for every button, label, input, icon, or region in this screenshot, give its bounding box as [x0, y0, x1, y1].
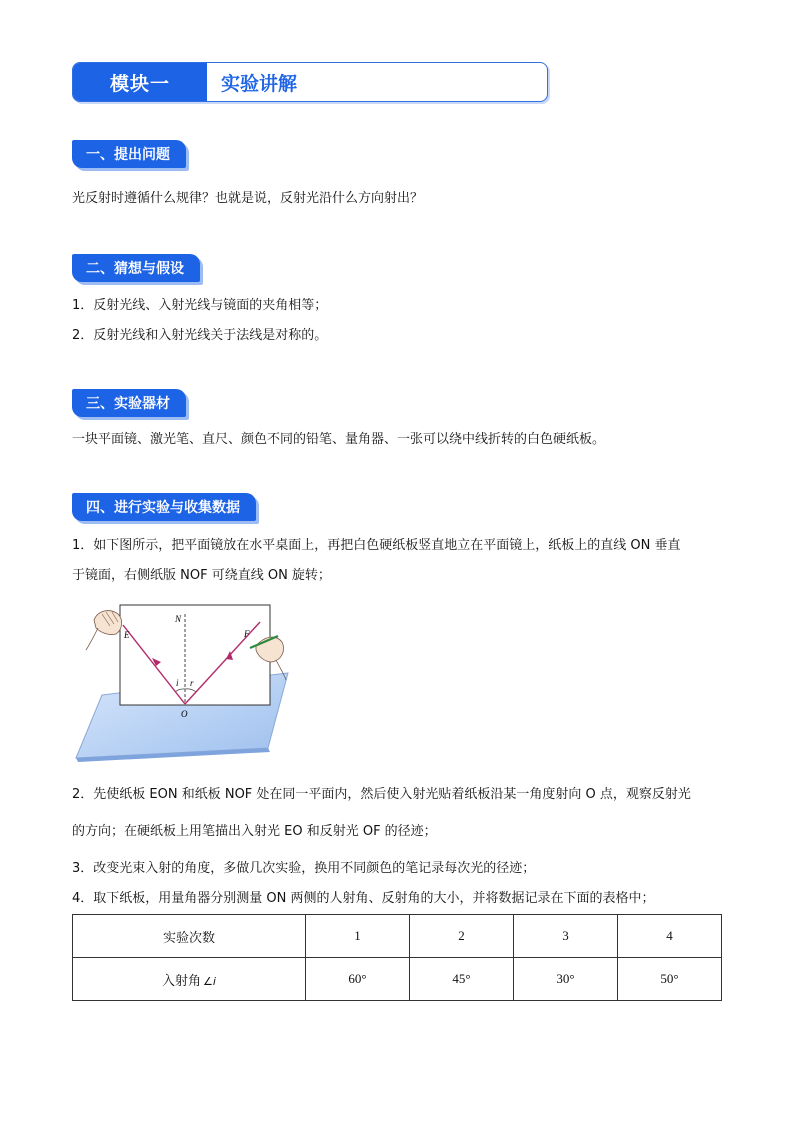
hypothesis-1: 1．反射光线、入射光线与镜面的夹角相等； [72, 298, 328, 313]
table-row-label [73, 958, 306, 1001]
label-O: O [181, 709, 188, 719]
experiment-figure [72, 600, 296, 762]
label-i: i [176, 678, 179, 688]
step-2-line-2: 的方向；在硬纸板上用笔描出入射光 EO 和反射光 OF 的径迹； [72, 824, 437, 839]
table-cell-angle: 50° [618, 958, 722, 1001]
table-cell-angle: 45° [410, 958, 514, 1001]
step-1-line-2: 于镜面，右侧纸版 NOF 可绕直线 ON 旋转； [72, 568, 331, 583]
section-tab-hypothesis: 二、猜想与假设 [72, 254, 200, 282]
label-F: F [244, 629, 250, 639]
step-3: 3．改变光束入射的角度，多做几次实验，换用不同颜色的笔记录每次光的径迹； [72, 861, 536, 876]
table-cell-trial: 4 [618, 915, 722, 958]
step-2-line-1: 2．先使纸板 EON 和纸板 NOF 处在同一平面内，然后使入射光贴着纸板沿某一角度射向 O 点，观察反射光 [72, 787, 691, 802]
module-tag: 模块一 [73, 63, 207, 101]
row-label-text: 入射角 [162, 973, 202, 989]
module-header [72, 62, 548, 102]
angle-symbol: ∠i [203, 974, 216, 988]
step-1-line-1: 1．如下图所示，把平面镜放在水平桌面上，再把白色硬纸板竖直地立在平面镜上，纸板上的直线 ON 垂直 [72, 538, 681, 553]
step-4: 4．取下纸板，用量角器分别测量 ON 两侧的人射角、反射角的大小，并将数据记录在下面的表格中； [72, 891, 655, 906]
module-title: 实验讲解 [221, 72, 298, 95]
table-row-header [73, 915, 722, 958]
section-tab-procedure: 四、进行实验与收集数据 [72, 493, 256, 521]
data-table [72, 914, 722, 1001]
table-header-label: 实验次数 [73, 915, 306, 958]
hypothesis-2: 2．反射光线和入射光线关于法线是对称的。 [72, 328, 328, 343]
table-cell-trial: 2 [410, 915, 514, 958]
label-E: E [124, 630, 130, 640]
label-N: N [175, 614, 182, 624]
question-text: 光反射时遵循什么规律？也就是说，反射光沿什么方向射出？ [72, 191, 424, 206]
table-cell-trial: 3 [514, 915, 618, 958]
section-tab-materials: 三、实验器材 [72, 389, 186, 417]
cardboard [120, 605, 270, 705]
table-cell-angle: 60° [306, 958, 410, 1001]
table-cell-trial: 1 [306, 915, 410, 958]
left-hand-icon [86, 611, 122, 650]
materials-text: 一块平面镜、激光笔、直尺、颜色不同的铅笔、量角器、一张可以绕中线折转的白色硬纸板。 [72, 432, 606, 447]
label-r: r [190, 678, 194, 688]
table-cell-angle: 30° [514, 958, 618, 1001]
table-row-incidence [73, 958, 722, 1001]
section-tab-question: 一、提出问题 [72, 140, 186, 168]
